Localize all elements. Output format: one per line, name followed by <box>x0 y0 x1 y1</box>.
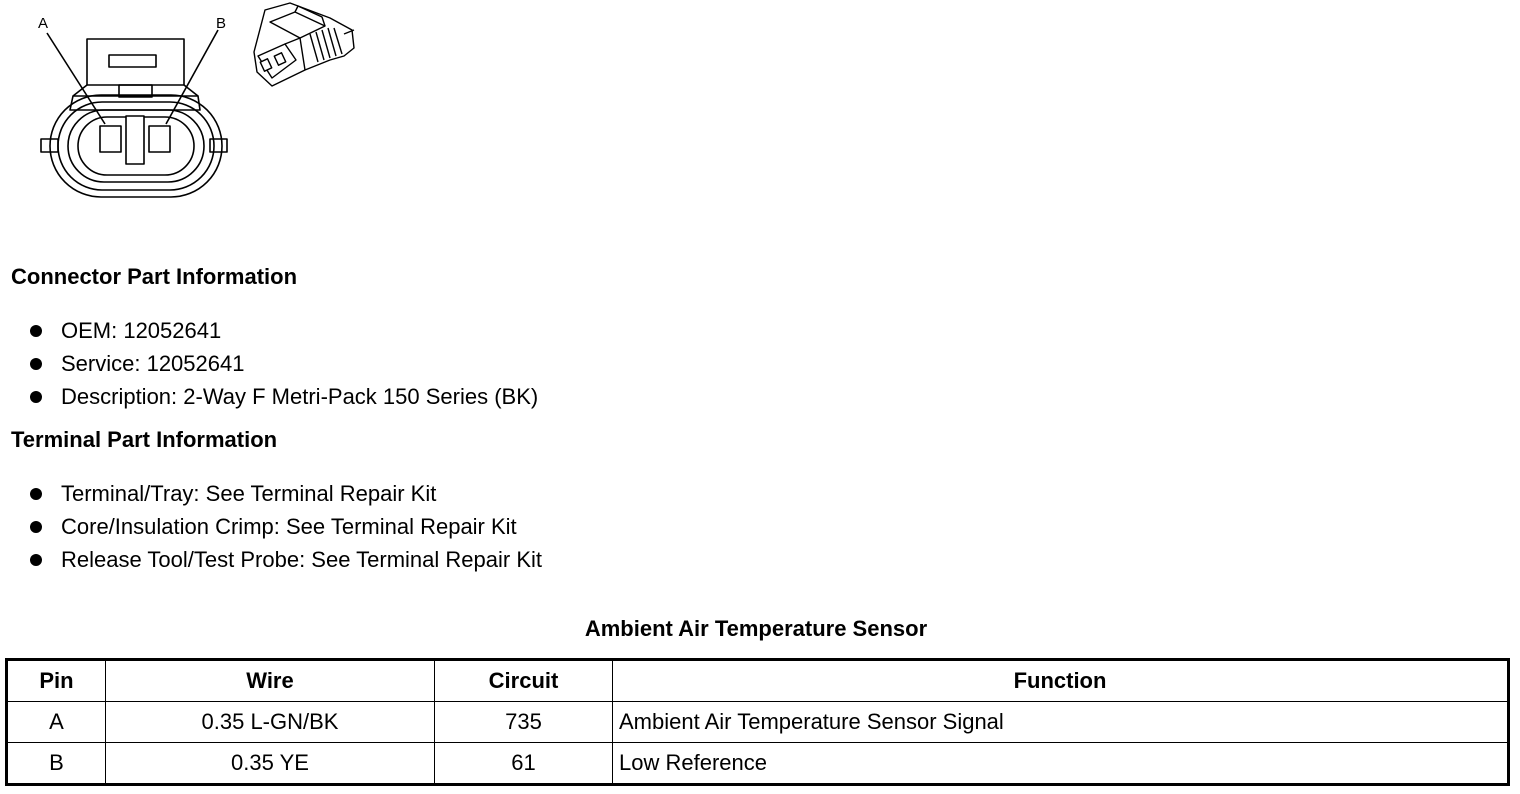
header-function: Function <box>613 660 1509 702</box>
header-wire: Wire <box>106 660 435 702</box>
header-circuit: Circuit <box>435 660 613 702</box>
cell-function: Low Reference <box>613 743 1509 785</box>
list-item <box>28 380 538 413</box>
cell-wire: 0.35 L-GN/BK <box>106 702 435 743</box>
terminal-part-info-list <box>28 477 542 576</box>
table-title: Ambient Air Temperature Sensor <box>584 616 928 641</box>
list-item <box>28 510 542 543</box>
list-item-text: Core/Insulation Crimp: See Terminal Repair Kit <box>61 514 517 539</box>
cell-circuit: 61 <box>435 743 613 785</box>
list-item <box>28 477 542 510</box>
list-item-text: Description: 2-Way F Metri-Pack 150 Series (BK) <box>61 384 539 409</box>
list-item-text: Terminal/Tray: See Terminal Repair Kit <box>61 481 437 506</box>
bullet-icon <box>30 521 42 533</box>
table-row <box>7 702 1509 743</box>
list-item <box>28 543 542 576</box>
connector-part-info-heading: Connector Part Information <box>11 264 298 289</box>
cell-circuit: 735 <box>435 702 613 743</box>
connector-part-info-list <box>28 314 538 413</box>
bullet-icon <box>30 325 42 337</box>
pinout-table <box>5 658 1510 786</box>
list-item-text: Service: 12052641 <box>61 351 245 376</box>
table-header-row <box>7 660 1509 702</box>
connector-isometric-icon <box>254 3 354 86</box>
cell-function: Ambient Air Temperature Sensor Signal <box>613 702 1509 743</box>
table-row <box>7 743 1509 785</box>
bullet-icon <box>30 358 42 370</box>
pin-label-a: A <box>38 15 49 32</box>
list-item <box>28 347 538 380</box>
cell-wire: 0.35 YE <box>106 743 435 785</box>
bullet-icon <box>30 488 42 500</box>
list-item <box>28 314 538 347</box>
list-item-text: Release Tool/Test Probe: See Terminal Repair Kit <box>61 547 542 572</box>
cell-pin: A <box>7 702 106 743</box>
cell-pin: B <box>7 743 106 785</box>
connector-illustration <box>0 0 380 215</box>
bullet-icon <box>30 554 42 566</box>
pin-label-b: B <box>216 15 227 32</box>
list-item-text: OEM: 12052641 <box>61 318 222 343</box>
bullet-icon <box>30 391 42 403</box>
terminal-part-info-heading: Terminal Part Information <box>11 427 278 452</box>
header-pin: Pin <box>7 660 106 702</box>
